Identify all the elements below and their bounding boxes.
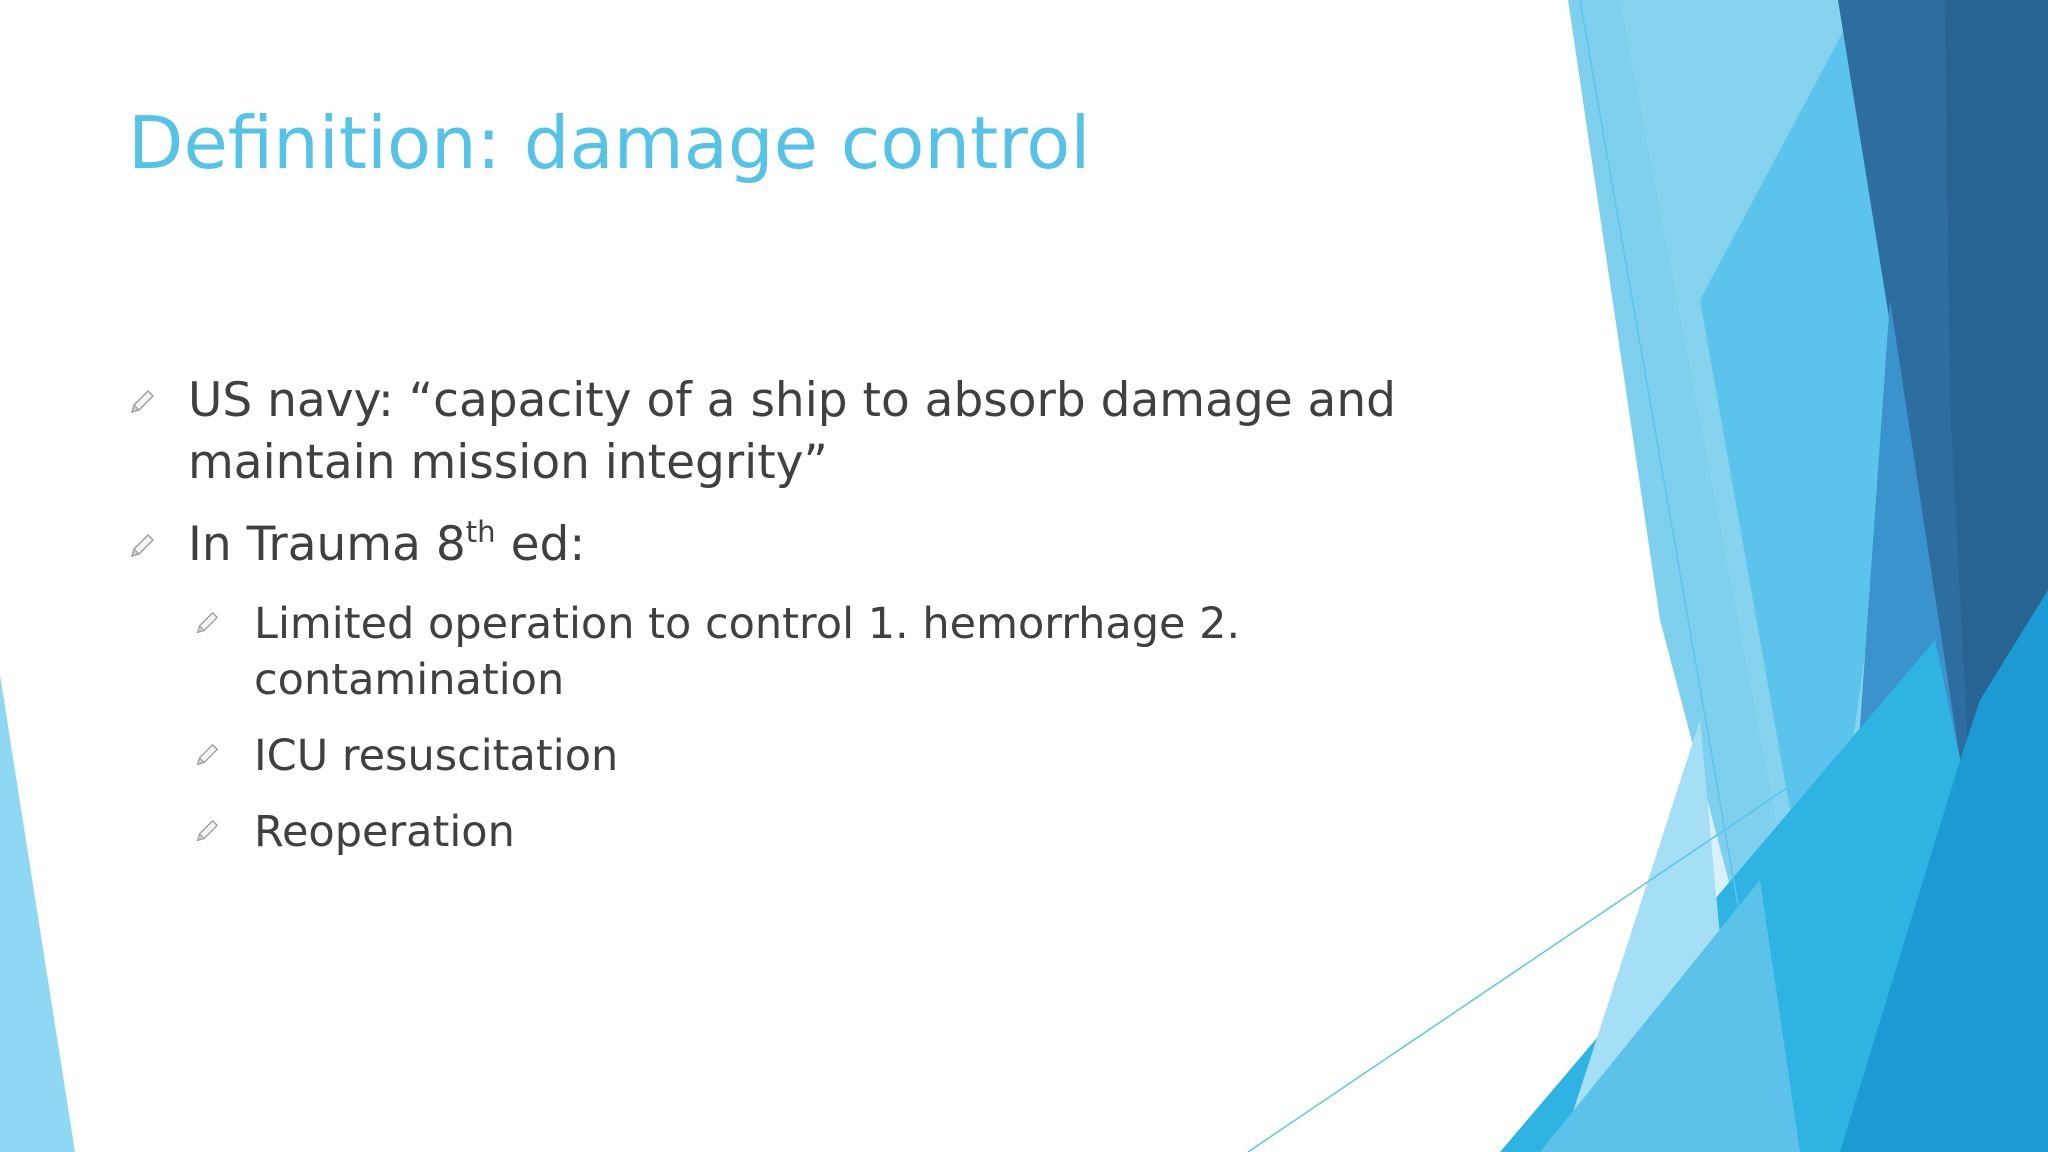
pencil-icon — [128, 532, 156, 560]
bullet-text-start: In Trauma 8 — [188, 517, 466, 572]
pencil-icon — [194, 818, 220, 844]
slide-body — [128, 370, 1428, 880]
bullet-item — [128, 514, 1428, 576]
bullet-superscript: th — [465, 514, 496, 549]
pencil-icon — [128, 388, 156, 416]
bullet-text: US navy: “capacity of a ship to absorb damage and maintain mission integrity” — [188, 373, 1396, 490]
pencil-icon — [194, 610, 220, 636]
bullet-item — [128, 370, 1428, 494]
sub-bullet-item — [194, 804, 1428, 860]
left-edge-shape — [0, 675, 75, 1152]
sub-bullet-text: Reoperation — [254, 807, 515, 857]
slide-title: Definition: damage control — [128, 101, 1091, 185]
bullet-text-end: ed: — [495, 517, 586, 572]
pencil-icon — [194, 742, 220, 768]
sub-bullet-text: ICU resuscitation — [254, 731, 619, 781]
sub-bullet-item — [194, 596, 1428, 708]
sub-bullet-item — [194, 728, 1428, 784]
sub-bullet-text: Limited operation to control 1. hemorrhage 2. contamination — [254, 599, 1241, 705]
